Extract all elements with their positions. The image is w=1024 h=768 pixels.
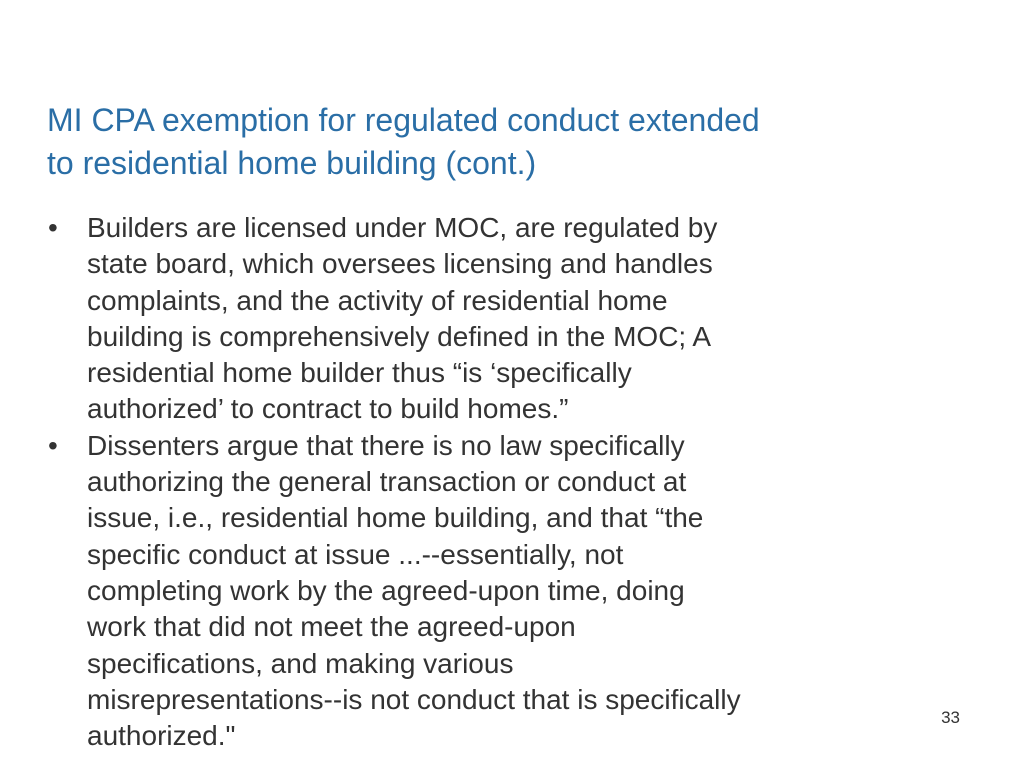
bullet-2-line-8: misrepresentations--is not conduct that is specifically (87, 683, 741, 715)
bullet-2-line-5: completing work by the agreed-upon time, doing (87, 574, 685, 606)
bullet-2-line-2: authorizing the general transaction or conduct at (87, 466, 687, 498)
bullet-text-2 (87, 428, 908, 755)
bullet-text-1 (87, 210, 908, 428)
bullet-2-line-7: specifications, and making various (87, 647, 514, 679)
bullet-2-line-3: issue, i.e., residential home building, and that “the (87, 502, 704, 534)
bullet-2-line-1: Dissenters argue that there is no law specifically (87, 429, 685, 461)
bullet-1-line-1: Builders are licensed under MOC, are regulated by (87, 212, 718, 243)
slide-title (47, 99, 927, 185)
bullet-1-line-5: residential home builder thus “is ‘specifically (87, 357, 632, 389)
bullet-item-2 (48, 428, 908, 755)
bullet-1-line-2: state board, which oversees licensing and handles (87, 248, 713, 280)
page-number: 33 (941, 708, 960, 727)
bullet-item-1 (48, 210, 908, 428)
bullet-marker-icon: • (48, 212, 58, 243)
bullet-1-line-6: authorized’ to contract to build homes.” (87, 393, 569, 425)
bullet-marker-icon: • (48, 429, 58, 461)
bullet-2-line-9: authorized." (87, 720, 236, 752)
bullet-2-line-6: work that did not meet the agreed-upon (87, 611, 576, 643)
bullet-2-line-4: specific conduct at issue ...--essentially, not (87, 538, 624, 570)
bullet-list (48, 210, 908, 754)
bullet-1-line-4: building is comprehensively defined in the MOC; A (87, 320, 712, 352)
bullet-1-line-3: complaints, and the activity of residential home (87, 284, 668, 316)
slide-title-line-1: MI CPA exemption for regulated conduct extended (47, 102, 760, 138)
slide-title-line-2: to residential home building (cont.) (47, 145, 537, 181)
